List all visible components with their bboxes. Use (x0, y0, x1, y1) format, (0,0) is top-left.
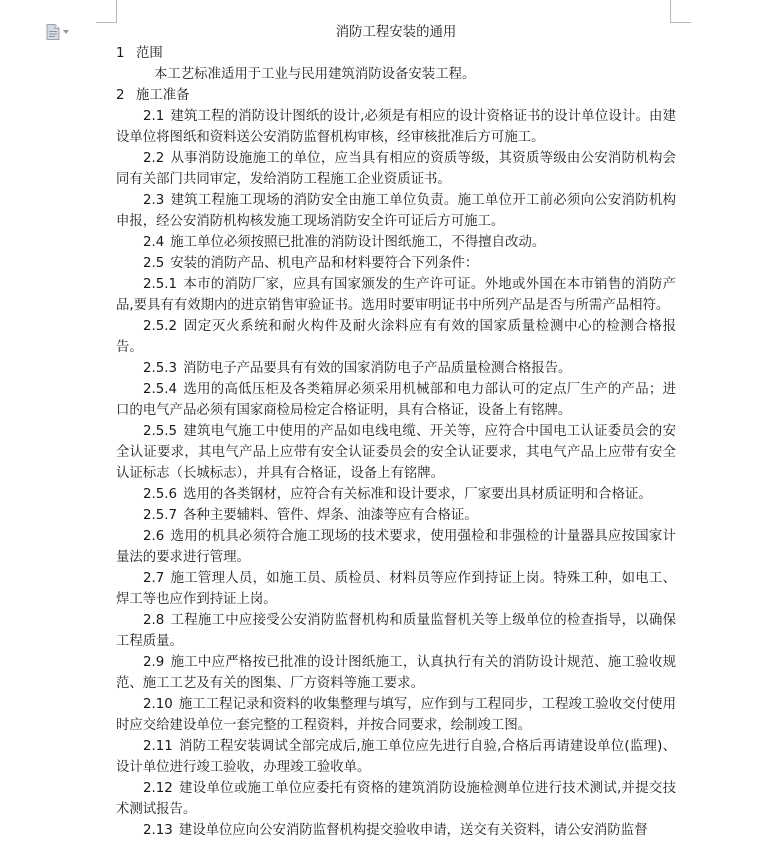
clause-number: 2.5.4 (143, 382, 178, 397)
section-label: 范围 (136, 46, 163, 61)
clause-number: 2.5.7 (143, 508, 178, 523)
clause-number: 2.10 (143, 697, 173, 712)
clause-number: 2.13 (143, 823, 173, 838)
clause-text: 选用的机具必须符合施工现场的技术要求，使用强检和非强检的计量器具应按国家计量法的要求进行管理。 (116, 529, 676, 565)
paragraph (116, 820, 676, 841)
paragraph (116, 421, 676, 484)
clause-text: 建筑电气施工中使用的产品如电线电缆、开关等，应符合中国电工认证委员会的安全认证要求，其电气产品上应带有安全认证委员会的安全认证要求，其电气产品上应带有安全认证标志（长城标志），并具有合格证，设备上有铭牌。 (116, 424, 676, 481)
clause-text: 各种主要辅料、管件、焊条、油漆等应有合格证。 (183, 508, 478, 523)
paragraph (116, 379, 676, 421)
section-number: 1 (116, 46, 125, 61)
clause-text: 选用的各类钢材，应符合有关标准和设计要求，厂家要出具材质证明和合格证。 (183, 487, 652, 502)
clause-text: 施工中应严格按已批准的设计图纸施工，认真执行有关的消防设计规范、施工验收规范、施工工艺及有关的图集、厂方资料等施工要求。 (116, 655, 676, 691)
clause-text: 施工工程记录和资料的收集整理与填写，应作到与工程同步，工程竣工验收交付使用时应交给建设单位一套完整的工程资料，并按合同要求，绘制竣工图。 (116, 697, 676, 733)
section-label: 施工准备 (136, 88, 190, 103)
section-number: 2 (116, 88, 125, 103)
clause-number: 2.2 (143, 151, 165, 166)
clause-number: 2.8 (143, 613, 165, 628)
clause-number: 2.12 (143, 781, 173, 796)
clause-text: 安装的消防产品、机电产品和材料要符合下列条件： (170, 256, 479, 271)
clause-text: 建设单位或施工单位应委托有资格的建筑消防设施检测单位进行技术测试,并提交技术测试报告。 (116, 781, 676, 817)
clause-text: 本市的消防厂家，应具有国家颁发的生产许可证。外地或外国在本市销售的消防产品,要具有有效期内的进京销售审验证书。选用时要审明证书中所列产品是否与所需产品相符。 (116, 277, 676, 313)
clause-text: 从事消防设施施工的单位，应当具有相应的资质等级，其资质等级由公安消防机构会同有关部门共同审定，发给消防工程施工企业资质证书。 (116, 151, 676, 187)
chevron-down-icon (63, 30, 69, 34)
clause-text: 施工单位必须按照已批准的消防设计图纸施工，不得擅自改动。 (170, 235, 546, 250)
clause-text: 固定灭火系统和耐火构件及耐火涂料应有有效的国家质量检测中心的检测合格报告。 (116, 319, 676, 355)
clause-text: 建设单位应向公安消防监督机构提交验收申请，送交有关资料，请公安消防监督 (178, 823, 648, 838)
clause-text: 施工管理人员，如施工员、质检员、材料员等应作到持证上岗。特殊工种，如电工、焊工等也应作到持证上岗。 (116, 571, 676, 607)
paragraph (116, 316, 676, 358)
clause-text: 工程施工中应接受公安消防监督机构和质量监督机关等上级单位的检查指导，以确保工程质量。 (116, 613, 676, 649)
clause-number: 2.11 (143, 739, 173, 754)
paragraph (116, 505, 676, 526)
clause-number: 2.5.2 (143, 319, 178, 334)
clause-text: 消防工程安装调试全部完成后,施工单位应先进行自验,合格后再请建设单位(监理)、设计单位进行竣工验收，办理竣工验收单。 (116, 739, 676, 775)
section-heading (116, 85, 676, 106)
paragraph (116, 568, 676, 610)
paragraph (116, 358, 676, 379)
clause-text: 选用的高低压柜及各类箱屏必须采用机械部和电力部认可的定点厂生产的产品；进口的电气产品必须有国家商检局检定合格证明，具有合格证，设备上有铭牌。 (116, 382, 676, 418)
clause-number: 2.4 (143, 235, 165, 250)
clause-number: 2.3 (143, 193, 165, 208)
crop-mark-right (670, 0, 691, 23)
paragraph (116, 778, 676, 820)
paragraph (116, 610, 676, 652)
clause-number: 2.5.5 (143, 424, 178, 439)
page-icon (46, 24, 60, 40)
clause-number: 2.7 (143, 571, 165, 586)
paragraph (116, 232, 676, 253)
paragraph (116, 190, 676, 232)
clause-text: 消防电子产品要具有有效的国家消防电子产品质量检测合格报告。 (183, 361, 572, 376)
section-heading (116, 43, 676, 64)
paragraph (116, 253, 676, 274)
paragraph (116, 694, 676, 736)
clause-number: 2.5.6 (143, 487, 178, 502)
clause-text: 建筑工程的消防设计图纸的设计,必须是有相应的设计资格证书的设计单位设计。由建设单位将图纸和资料送公安消防监督机构审核，经审核批准后方可施工。 (116, 109, 676, 145)
paragraph-list (116, 106, 676, 841)
document-page (116, 22, 676, 841)
paragraph (116, 526, 676, 568)
paragraph: 本工艺标准适用于工业与民用建筑消防设备安装工程。 (154, 67, 476, 82)
page-title: 消防工程安装的通用 (335, 25, 457, 40)
paragraph (116, 106, 676, 148)
clause-number: 2.9 (143, 655, 165, 670)
paragraph (116, 484, 676, 505)
paragraph (116, 652, 676, 694)
clause-number: 2.5 (143, 256, 165, 271)
clause-number: 2.5.1 (143, 277, 178, 292)
clause-text: 建筑工程施工现场的消防安全由施工单位负责。施工单位开工前必须向公安消防机构申报，经公安消防机构核发施工现场消防安全许可证后方可施工。 (116, 193, 676, 229)
paragraph (116, 736, 676, 778)
document-icon[interactable] (46, 24, 69, 40)
clause-number: 2.5.3 (143, 361, 178, 376)
crop-mark-left (96, 0, 117, 23)
paragraph (116, 274, 676, 316)
clause-number: 2.1 (143, 109, 165, 124)
clause-number: 2.6 (143, 529, 165, 544)
paragraph (116, 148, 676, 190)
